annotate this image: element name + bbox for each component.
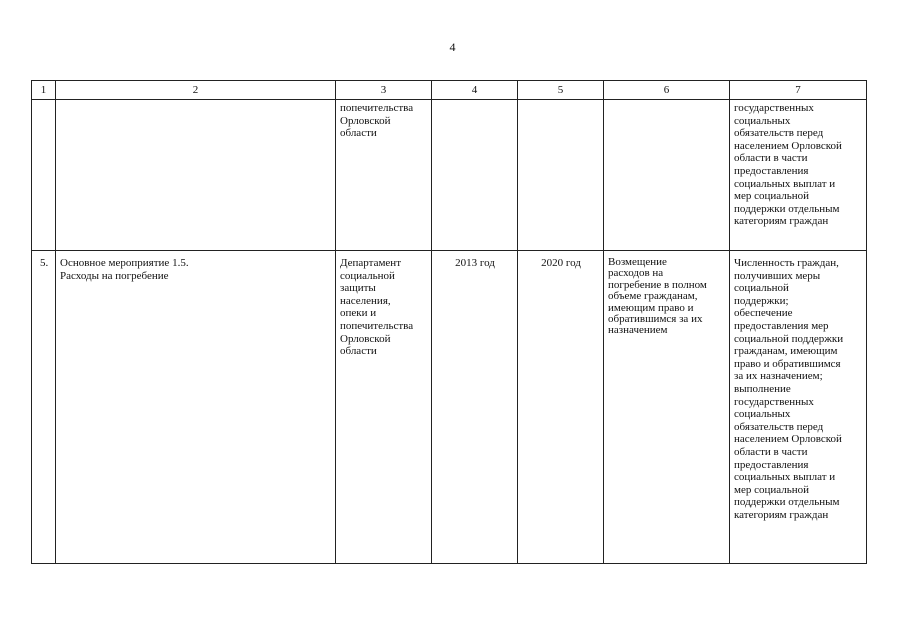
text-line: опеки и [340, 307, 377, 320]
text-line: государственных [734, 395, 814, 408]
text-line: Численность граждан, [734, 257, 839, 269]
text-line: обязательств перед [734, 420, 824, 433]
text-line: получивших меры [734, 269, 821, 282]
text-line: выполнение [734, 382, 791, 395]
text-line: области в части [734, 445, 808, 458]
text-line: социальной [340, 269, 395, 282]
text-line: предоставления мер [734, 319, 829, 332]
text-line: расходов на [608, 267, 664, 280]
column-header-5: 5 [518, 81, 604, 100]
text-line: населением Орловской [734, 433, 842, 446]
cont-cell-start [432, 100, 518, 251]
table-row-5 [32, 251, 867, 564]
table-header-row [32, 81, 867, 100]
column-header-1: 1 [32, 81, 56, 100]
text-line: гражданам, имеющим [734, 345, 838, 358]
indicators-cell [730, 251, 867, 564]
end-year-cell: 2020 год [518, 251, 604, 564]
cont-cell-result [604, 100, 730, 251]
text-line: мер социальной [734, 483, 810, 496]
text-line: поддержки отдельным [734, 496, 840, 509]
text-line: обратившимся за их [608, 313, 703, 326]
text-line: государственных [734, 102, 814, 114]
text-line: Департамент [340, 257, 402, 269]
program-table [31, 80, 867, 564]
text-line: социальных [734, 408, 791, 421]
cont-cell-number [32, 100, 56, 251]
text-line: поддержки; [734, 294, 789, 307]
text-line: назначением [608, 324, 668, 337]
text-line: попечительства [340, 319, 414, 332]
activity-title-line: Расходы на погребение [60, 269, 169, 282]
cont-cell-executor [336, 100, 432, 251]
text-line: предоставления [734, 164, 809, 177]
column-header-6: 6 [604, 81, 730, 100]
text-line: защиты [340, 282, 376, 295]
activity-title [56, 251, 336, 564]
text-line: населения, [340, 294, 391, 307]
text-line: погребение в полном [608, 278, 707, 291]
column-header-2: 2 [56, 81, 336, 100]
text-line: социальной [734, 282, 789, 295]
cont-cell-end [518, 100, 604, 251]
column-header-3: 3 [336, 81, 432, 100]
table-row-continuation [32, 100, 867, 251]
text-line: объеме гражданам, [608, 290, 698, 303]
start-year-cell: 2013 год [432, 251, 518, 564]
text-line: социальных выплат и [734, 177, 836, 190]
text-line: области в части [734, 152, 808, 165]
text-line: области [340, 345, 377, 358]
result-cell [604, 251, 730, 564]
text-line: за их назначением; [734, 370, 823, 383]
page-number: 4 [449, 40, 456, 54]
activity-title-line: Основное мероприятие 1.5. [60, 257, 189, 269]
text-line: попечительства [340, 102, 414, 114]
text-line: категориям граждан [734, 508, 829, 521]
text-line: предоставления [734, 458, 809, 471]
text-line: области [340, 127, 377, 140]
column-header-4: 4 [432, 81, 518, 100]
text-line: мер социальной [734, 190, 810, 203]
cont-cell-title [56, 100, 336, 251]
text-line: поддержки отдельным [734, 202, 840, 215]
text-line: социальной поддержки [734, 332, 844, 345]
text-line: социальных [734, 114, 791, 127]
row-number: 5. [32, 251, 56, 564]
text-line: право и обратившимся [734, 357, 841, 370]
text-line: имеющим право и [608, 301, 694, 314]
text-line: обязательств перед [734, 127, 824, 140]
text-line: социальных выплат и [734, 471, 836, 484]
text-line: категориям граждан [734, 215, 829, 228]
text-line: Возмещение [608, 256, 667, 268]
column-header-7: 7 [730, 81, 867, 100]
text-line: обеспечение [734, 307, 793, 320]
cont-cell-indicators [730, 100, 867, 251]
executor-cell [336, 251, 432, 564]
text-line: Орловской [340, 332, 391, 345]
text-line: Орловской [340, 114, 391, 127]
text-line: населением Орловской [734, 139, 842, 152]
